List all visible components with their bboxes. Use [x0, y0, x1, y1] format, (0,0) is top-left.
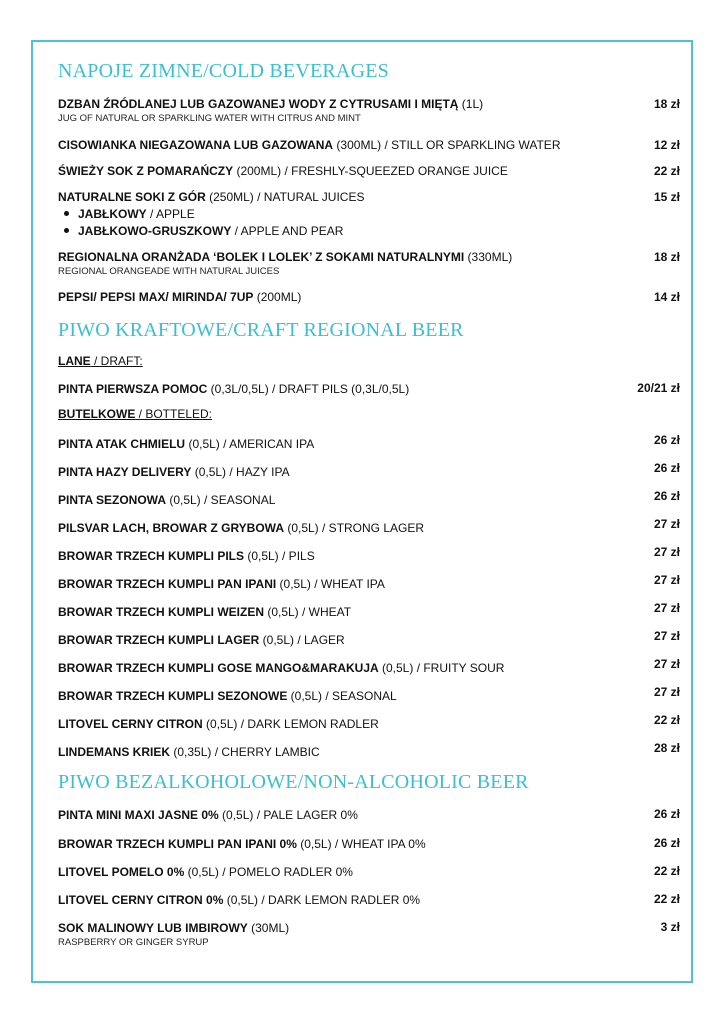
menu-item: PINTA HAZY DELIVERY (0,5L) / HAZY IPA — [58, 465, 290, 479]
menu-item-subtitle: RASPBERRY OR GINGER SYRUP — [58, 937, 209, 948]
menu-item-price: 22 zł — [653, 713, 680, 727]
section-title-non-alcoholic-beer: PIWO BEZALKOHOLOWE/NON-ALCOHOLIC BEER — [58, 771, 529, 793]
menu-item-price: 22 zł — [653, 164, 680, 178]
menu-item-price: 20/21 zł — [637, 381, 680, 395]
menu-item: LITOVEL CERNY CITRON 0% (0,5L) / DARK LEMON RADLER 0% — [58, 893, 421, 907]
menu-item: LITOVEL CERNY CITRON (0,5L) / DARK LEMON RADLER — [58, 717, 379, 731]
menu-item-price: 18 zł — [653, 250, 680, 264]
section-title-craft-beer: PIWO KRAFTOWE/CRAFT REGIONAL BEER — [58, 319, 464, 341]
menu-item-price: 27 zł — [653, 629, 680, 643]
menu-option: JABŁKOWY / APPLE — [64, 207, 195, 221]
menu-item-price: 26 zł — [653, 489, 680, 503]
menu-option: JABŁKOWO-GRUSZKOWY / APPLE AND PEAR — [64, 224, 343, 238]
subsection-label-draft: LANE / DRAFT: — [58, 354, 143, 368]
menu-item: BROWAR TRZECH KUMPLI SEZONOWE (0,5L) / SEASONAL — [58, 689, 397, 703]
menu-item-price: 14 zł — [653, 290, 680, 304]
menu-item: LITOVEL POMELO 0% (0,5L) / POMELO RADLER 0% — [58, 865, 353, 879]
menu-item-price: 18 zł — [653, 97, 680, 111]
menu-item: PINTA MINI MAXI JASNE 0% (0,5L) / PALE LAGER 0% — [58, 808, 358, 822]
menu-item: PINTA SEZONOWA (0,5L) / SEASONAL — [58, 493, 276, 507]
menu-item: PINTA ATAK CHMIELU (0,5L) / AMERICAN IPA — [58, 437, 315, 451]
menu-item-price: 26 zł — [653, 461, 680, 475]
bullet-icon — [64, 228, 69, 233]
menu-item-price: 22 zł — [653, 892, 680, 906]
menu-item-price: 12 zł — [653, 138, 680, 152]
bullet-icon — [64, 211, 69, 216]
subsection-label-bottled: BUTELKOWE / BOTTELED: — [58, 407, 213, 421]
menu-item-price: 26 zł — [653, 807, 680, 821]
menu-item-price: 15 zł — [653, 190, 680, 204]
menu-item-price: 27 zł — [653, 601, 680, 615]
menu-item: BROWAR TRZECH KUMPLI PAN IPANI (0,5L) / WHEAT IPA — [58, 577, 385, 591]
section-title-cold-beverages: NAPOJE ZIMNE/COLD BEVERAGES — [58, 60, 389, 82]
menu-item-price: 27 zł — [653, 545, 680, 559]
menu-item-price: 26 zł — [653, 433, 680, 447]
menu-item: LINDEMANS KRIEK (0,35L) / CHERRY LAMBIC — [58, 745, 320, 759]
menu-item: PEPSI/ PEPSI MAX/ MIRINDA/ 7UP (200ML) — [58, 290, 302, 304]
menu-item: SOK MALINOWY LUB IMBIROWY (30ML) — [58, 921, 290, 935]
menu-item-price: 27 zł — [653, 517, 680, 531]
menu-item-price: 28 zł — [653, 741, 680, 755]
menu-item: NATURALNE SOKI Z GÓR (250ML) / NATURAL JUICES — [58, 190, 365, 204]
menu-item: REGIONALNA ORANŻADA ‘BOLEK I LOLEK’ Z SOKAMI NATURALNYMI (330ML) — [58, 250, 513, 264]
menu-item-price: 27 zł — [653, 657, 680, 671]
menu-item-price: 27 zł — [653, 573, 680, 587]
menu-item: ŚWIEŻY SOK Z POMARAŃCZY (200ML) / FRESHLY-SQUEEZED ORANGE JUICE — [58, 164, 508, 178]
menu-item: BROWAR TRZECH KUMPLI GOSE MANGO&MARAKUJA (0,5L) / FRUITY SOUR — [58, 661, 505, 675]
menu-item: DZBAN ŹRÓDLANEJ LUB GAZOWANEJ WODY Z CYTRUSAMI I MIĘTĄ (1L) — [58, 97, 484, 111]
menu-item-subtitle: JUG OF NATURAL OR SPARKLING WATER WITH CITRUS AND MINT — [58, 113, 361, 124]
menu-item: BROWAR TRZECH KUMPLI PILS (0,5L) / PILS — [58, 549, 315, 563]
menu-item-price: 3 zł — [660, 920, 680, 934]
menu-item: CISOWIANKA NIEGAZOWANA LUB GAZOWANA (300ML) / STILL OR SPARKLING WATER — [58, 138, 561, 152]
menu-item-price: 27 zł — [653, 685, 680, 699]
menu-item-price: 26 zł — [653, 836, 680, 850]
menu-item: BROWAR TRZECH KUMPLI PAN IPANI 0% (0,5L) / WHEAT IPA 0% — [58, 837, 426, 851]
menu-item-subtitle: REGIONAL ORANGEADE WITH NATURAL JUICES — [58, 266, 280, 277]
menu-item-price: 22 zł — [653, 864, 680, 878]
menu-item: PILSVAR LACH, BROWAR Z GRYBOWA (0,5L) / STRONG LAGER — [58, 521, 425, 535]
menu-item: BROWAR TRZECH KUMPLI LAGER (0,5L) / LAGER — [58, 633, 345, 647]
menu-item: BROWAR TRZECH KUMPLI WEIZEN (0,5L) / WHEAT — [58, 605, 352, 619]
menu-item: PINTA PIERWSZA POMOC (0,3L/0,5L) / DRAFT PILS (0,3L/0,5L) — [58, 382, 410, 396]
